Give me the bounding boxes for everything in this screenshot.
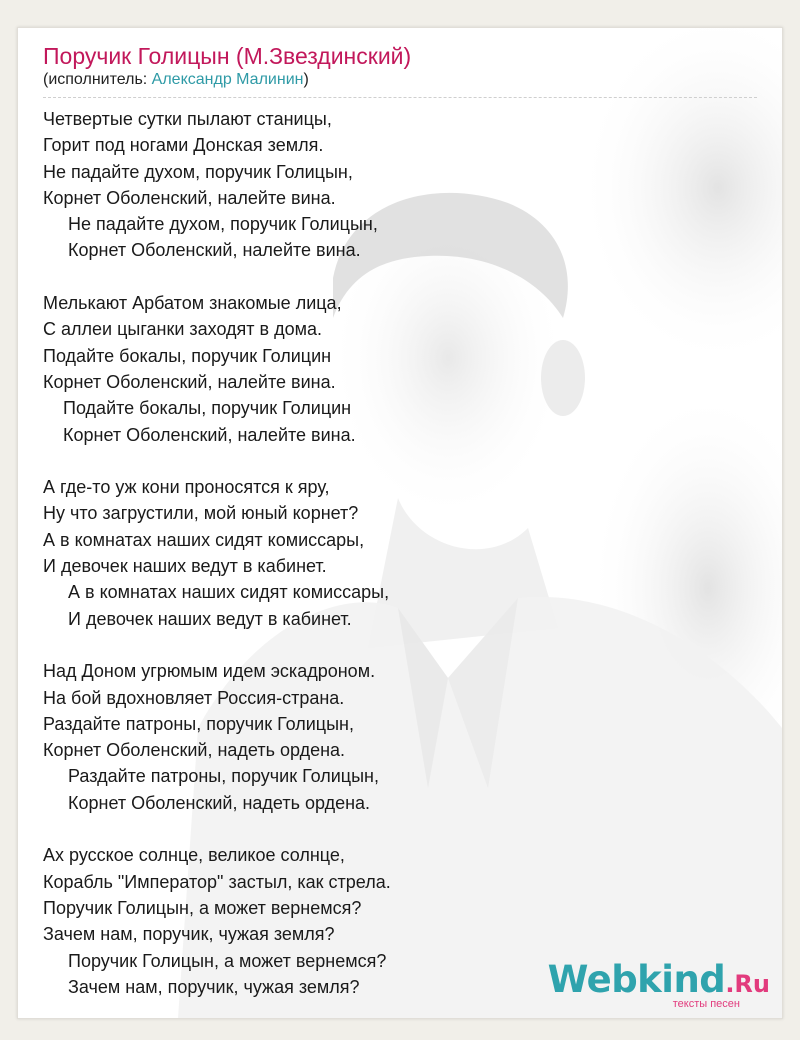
- divider: [43, 97, 757, 98]
- site-logo[interactable]: [548, 960, 770, 1010]
- logo-tld: .Ru: [725, 970, 770, 998]
- lyrics-content: [43, 40, 762, 1000]
- performer-link[interactable]: Александр Малинин: [151, 71, 304, 88]
- performer-suffix: ): [303, 71, 309, 88]
- song-title: Поручик Голицын (М.Звездинский): [43, 43, 412, 69]
- logo-tagline: тексты песен: [672, 998, 740, 1010]
- lyrics-card: [17, 27, 783, 1019]
- performer-line: [43, 70, 762, 90]
- performer-prefix: (исполнитель:: [43, 71, 152, 88]
- song-lyrics: Четвертые сутки пылают станицы, Горит под ногами Донская земля. Не падайте духом, поручик Голицын, Корнет Оболенский, налейте вина. Не падайте духом, поручик Голицын, Корнет Оболенский, налейте вина. Мелькают Арбатом знакомые лица, С аллеи цыганки заходят в дома. Подайте бокалы, поручик Голицин Корнет Оболенский, налейте вина. Подайте бокалы, поручик Голицин Корнет Оболенский, налейте вина. А где-то уж кони проносятся к яру, Ну что загрустили, мой юный корнет? А в комнатах наших сидят комиссары, И девочек наших ведут в кабинет. А в комнатах наших сидят комиссары, И девочек наших ведут в кабинет. Над Доном угрюмым идем эскадроном. На бой вдохновляет Россия-страна. Раздайте патроны, поручик Голицын, Корнет Оболенский, надеть ордена. Раздайте патроны, поручик Голицын, Корнет Оболенский, надеть ордена. Ах русское солнце, великое солнце, Корабль "Император" застыл, как стрела. Поручик Голицын, а может вернемся? Зачем нам, поручик, чужая земля? Поручик Голицын, а может вернемся? Зачем нам, поручик, чужая земля?: [43, 109, 391, 997]
- logo-name: Webkind: [547, 958, 726, 1001]
